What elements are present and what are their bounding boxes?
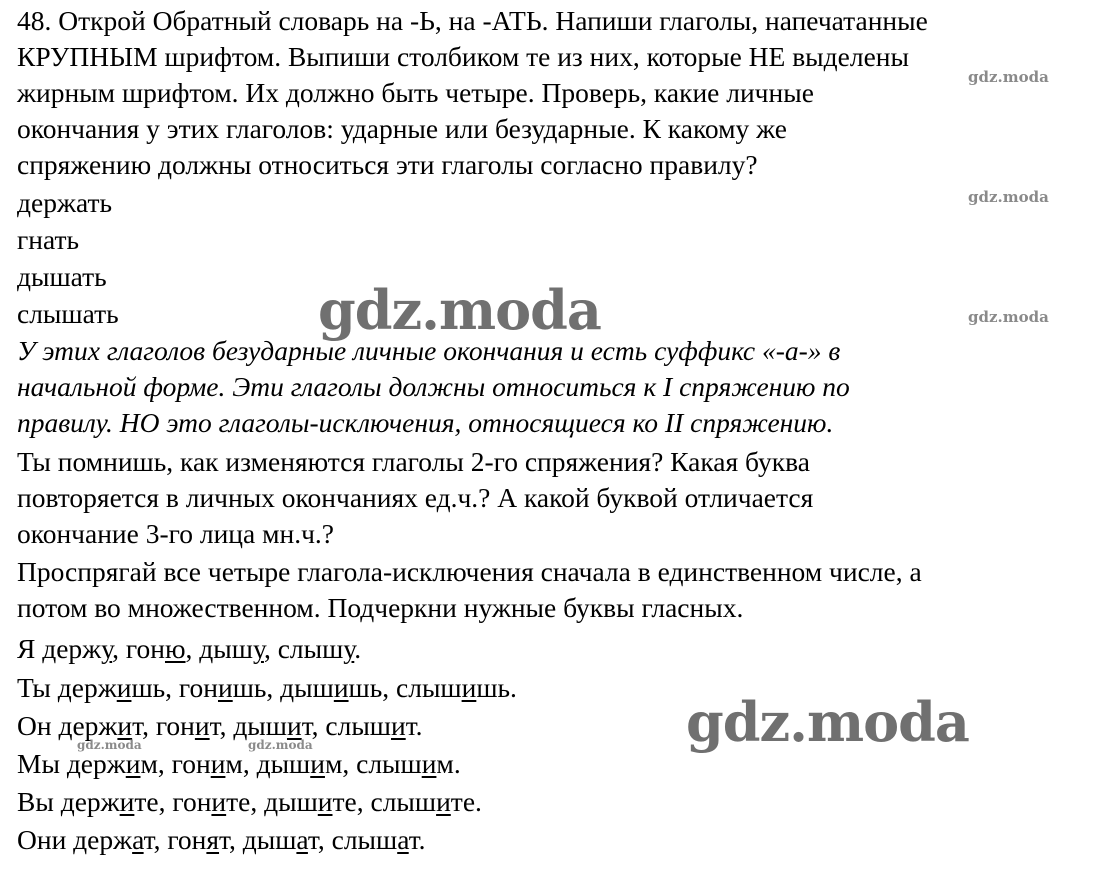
verb-form: держим	[66, 748, 158, 779]
underlined-vowel: а	[132, 824, 144, 855]
verb-form: держат	[73, 824, 154, 855]
underlined-vowel: и	[117, 710, 133, 741]
underlined-vowel: у	[343, 633, 355, 664]
verb-form: слышит	[325, 710, 416, 741]
underlined-vowel: и	[210, 748, 226, 779]
watermark-small: gdz.moda	[77, 738, 142, 752]
verb-form: слышим	[356, 748, 454, 779]
underlined-vowel: а	[397, 824, 409, 855]
underlined-vowel: и	[461, 672, 477, 703]
pronoun: Ты	[17, 672, 58, 703]
conjugation-line: Я держу, гоню, дышу, слышу.	[17, 633, 362, 664]
watermark-small: gdz.moda	[968, 308, 1049, 326]
underlined-vowel: у	[252, 633, 264, 664]
verb-form: слышите	[370, 786, 476, 817]
question-line: Ты помнишь, как изменяются глаголы 2-го спряжения? Какая буква	[17, 446, 810, 477]
watermark-small: gdz.moda	[248, 738, 313, 752]
verb-form: держит	[58, 710, 143, 741]
verb-form: гонишь	[178, 672, 267, 703]
verb-form: гоню	[125, 633, 186, 664]
verb-form: слышат	[331, 824, 419, 855]
underlined-vowel: и	[116, 672, 132, 703]
underlined-vowel: и	[119, 786, 135, 817]
conjugation-line: Они держат, гонят, дышат, слышат.	[17, 824, 426, 855]
underlined-vowel: я	[206, 824, 220, 855]
underlined-vowel: а	[296, 824, 308, 855]
verb-form: дышите	[264, 786, 357, 817]
verb-form: гоните	[172, 786, 251, 817]
pronoun: Вы	[17, 786, 61, 817]
underlined-vowel: и	[211, 786, 227, 817]
task-line: окончания у этих глаголов: ударные или безударные. К какому же	[17, 113, 787, 144]
verb-form: дышишь	[280, 672, 383, 703]
underlined-vowel: и	[217, 672, 233, 703]
verb-form: держите	[60, 786, 159, 817]
verb-item: дышать	[17, 261, 107, 292]
verb-form: дышу	[199, 633, 264, 664]
underlined-vowel: и	[390, 710, 406, 741]
question-line: потом во множественном. Подчеркни нужные буквы гласных.	[17, 592, 744, 623]
explanation-line: правилу. НО это глаголы-исключения, относящиеся ко II спряжению.	[17, 407, 834, 438]
underlined-vowel: и	[194, 710, 210, 741]
verb-form: гоним	[171, 748, 243, 779]
verb-item: слышать	[17, 298, 119, 329]
conjugation-line: Вы держите, гоните, дышите, слышите.	[17, 786, 482, 817]
conjugation-line: Ты держишь, гонишь, дышишь, слышишь.	[17, 672, 517, 703]
pronoun: Он	[17, 710, 59, 741]
watermark-large: gdz.moda	[686, 690, 969, 754]
underlined-vowel: и	[421, 748, 437, 779]
verb-form: держишь	[57, 672, 166, 703]
verb-form: гонит	[155, 710, 220, 741]
verb-form: дышит	[233, 710, 312, 741]
conjugation-line: Он держит, гонит, дышит, слышит.	[17, 710, 423, 741]
task-line: спряжению должны относиться эти глаголы согласно правилу?	[17, 149, 758, 180]
task-line: КРУПНЫМ шрифтом. Выпиши столбиком те из них, которые НЕ выделены	[17, 41, 909, 72]
question-line: Проспрягай все четыре глагола-исключения сначала в единственном числе, а	[17, 556, 922, 587]
underlined-vowel: и	[310, 748, 325, 779]
pronoun: Мы	[17, 748, 67, 779]
underlined-vowel: и	[436, 786, 451, 817]
pronoun: Они	[17, 824, 74, 855]
verb-form: гонят	[167, 824, 229, 855]
underlined-vowel: и	[333, 672, 349, 703]
question-line: повторяется в личных окончаниях ед.ч.? А какой буквой отличается	[17, 482, 814, 513]
verb-item: держать	[17, 187, 113, 218]
watermark-large: gdz.moda	[318, 278, 601, 342]
verb-item: гнать	[17, 224, 80, 255]
conjugation-line: Мы держим, гоним, дышим, слышим.	[17, 748, 461, 779]
pronoun: Я	[17, 633, 43, 664]
watermark-small: gdz.moda	[968, 68, 1049, 86]
watermark-small: gdz.moda	[968, 188, 1049, 206]
explanation-line: начальной форме. Эти глаголы должны относиться к I спряжению по	[17, 371, 850, 402]
underlined-vowel: и	[125, 748, 141, 779]
task-line: 48. Открой Обратный словарь на -Ь, на -АТЬ. Напиши глаголы, напечатанные	[17, 5, 928, 36]
underlined-vowel: и	[317, 786, 333, 817]
verb-form: слышу	[277, 633, 355, 664]
underlined-vowel: у	[101, 633, 113, 664]
verb-form: дышат	[242, 824, 318, 855]
verb-form: держу	[42, 633, 113, 664]
explanation-line: У этих глаголов безударные личные окончания и есть суффикс «-а-» в	[17, 335, 841, 366]
verb-form: дышим	[256, 748, 343, 779]
verb-form: слышишь	[396, 672, 511, 703]
underlined-vowel: и	[286, 710, 302, 741]
task-line: жирным шрифтом. Их должно быть четыре. Проверь, какие личные	[17, 77, 814, 108]
underlined-vowel: ю	[164, 633, 186, 664]
question-line: окончание 3-го лица мн.ч.?	[17, 518, 335, 549]
